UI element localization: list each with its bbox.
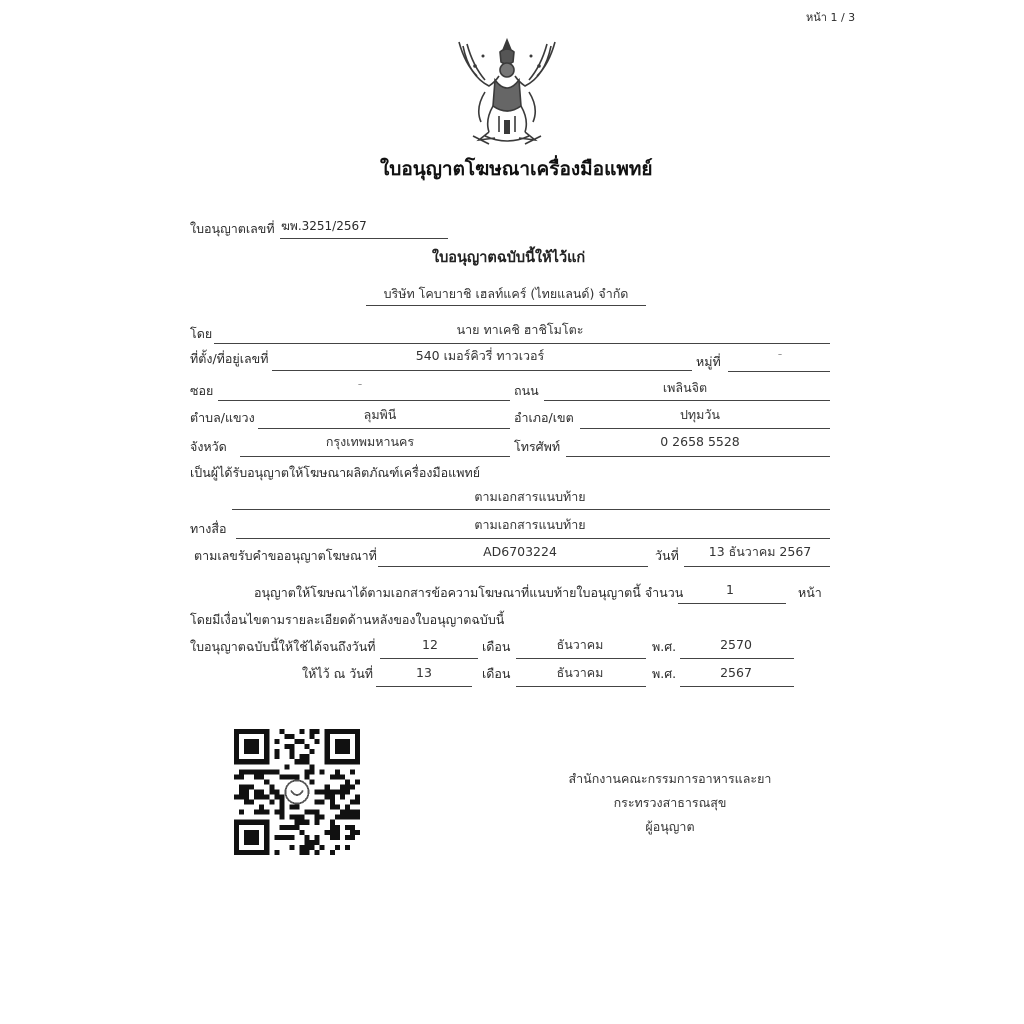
phone-line [566,456,830,457]
media-label: ทางสื่อ [190,521,227,536]
request-number-label: ตามเลขรับคำขออนุญาตโฆษณาที่ [194,548,377,563]
garuda-emblem-icon [455,36,559,148]
pages-count-line [678,603,786,604]
request-number-value: AD6703224 [483,544,557,559]
media-line [236,538,830,539]
pages-count-value: 1 [726,582,734,597]
conditions-text: โดยมีเงื่อนไขตามรายละเอียดด้านหลังของใบอนุญาตฉบับนี้ [190,612,505,627]
licensee-statement: เป็นผู้ได้รับอนุญาตให้โฆษณาผลิตภัณฑ์เครื่องมือแพทย์ [190,465,481,480]
issued-on-label: ให้ไว้ ณ วันที่ [302,666,373,681]
request-date-value: 13 ธันวาคม 2567 [708,544,812,559]
valid-month-line [516,658,646,659]
issued-month-label: เดือน [482,666,511,681]
district-value: ปทุมวัน [680,407,720,422]
valid-year-value: 2570 [720,637,752,652]
product-value: ตามเอกสารแนบท้าย [474,489,586,504]
valid-year-label: พ.ศ. [652,639,677,654]
permit-text: อนุญาตให้โฆษณาได้ตามเอกสารข้อความโฆษณาที่แนบท้ายใบอนุญาตนี้ จำนวน [254,585,684,600]
issued-day-line [376,686,472,687]
subdistrict-line [258,428,510,429]
phone-value: 0 2658 5528 [660,434,740,449]
product-line [232,509,830,510]
subdistrict-label: ตำบล/แขวง [190,410,255,425]
valid-month-value: ธันวาคม [556,637,604,652]
by-label: โดย [190,326,213,341]
media-value: ตามเอกสารแนบท้าย [474,517,586,532]
valid-month-label: เดือน [482,639,511,654]
qr-code [234,728,360,856]
issued-day-value: 13 [416,665,432,680]
request-date-line [684,566,830,567]
road-line [544,400,830,401]
company-line [366,305,646,306]
authority-line-1: สำนักงานคณะกรรมการอาหารและยา [568,771,772,786]
moo-label: หมู่ที่ [696,354,721,369]
valid-until-label: ใบอนุญาตฉบับนี้ให้ใช้ได้จนถึงวันที่ [190,639,376,654]
license-number-label: ใบอนุญาตเลขที่ [190,221,275,236]
road-label: ถนน [514,383,539,398]
phone-label: โทรศัพท์ [514,439,561,454]
issued-year-label: พ.ศ. [652,666,677,681]
issued-month-value: ธันวาคม [556,665,604,680]
document-title: ใบอนุญาตโฆษณาเครื่องมือแพทย์ [380,158,653,180]
address-line [272,370,692,371]
representative-name: นาย ทาเคชิ ฮาชิโมโตะ [456,322,584,337]
authority-line-2: กระทรวงสาธารณสุข [613,795,727,810]
license-number-value: ฆพ.3251/2567 [281,219,367,233]
issued-month-line [516,686,646,687]
authority-line-3: ผู้อนุญาต [645,819,695,834]
request-date-label: วันที่ [655,548,679,563]
by-line [214,343,830,344]
district-line [580,428,830,429]
valid-day-line [380,658,478,659]
soi-value: - [357,376,363,391]
province-value: กรุงเทพมหานคร [325,434,415,449]
page-number: หน้า 1 / 3 [806,11,856,24]
province-label: จังหวัด [190,439,227,454]
valid-year-line [680,658,794,659]
address-label: ที่ตั้ง/ที่อยู่เลขที่ [190,351,269,366]
pages-unit: หน้า [798,585,822,600]
moo-value: - [777,346,783,361]
address-value: 540 เมอร์คิวรี่ ทาวเวอร์ [415,348,545,363]
moo-line [728,371,830,372]
valid-day-value: 12 [422,637,438,652]
subdistrict-value: ลุมพินี [363,407,397,422]
request-number-line [378,566,648,567]
issued-year-line [680,686,794,687]
issued-year-value: 2567 [720,665,752,680]
soi-label: ซอย [190,383,214,398]
road-value: เพลินจิต [662,380,708,395]
province-line [240,456,510,457]
company-name: บริษัท โคบายาชิ เฮลท์แคร์ (ไทยแลนด์) จำกัด [383,286,629,301]
issued-to-heading: ใบอนุญาตฉบับนี้ให้ไว้แก่ [432,250,586,266]
soi-line [218,400,510,401]
district-label: อำเภอ/เขต [514,410,574,425]
license-number-line [280,238,448,239]
